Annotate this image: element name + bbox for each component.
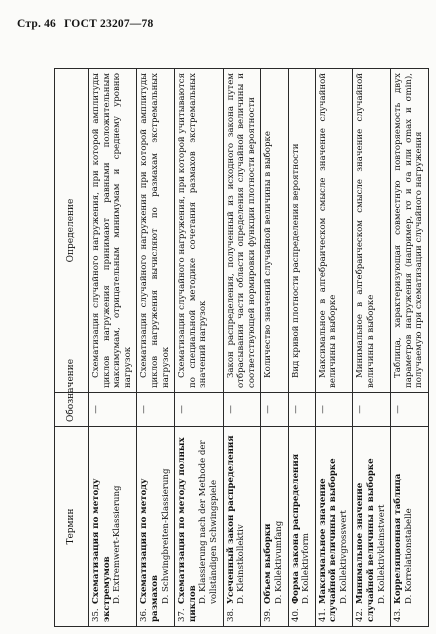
term-russian: Схематизация по методу экстремумов	[91, 478, 112, 622]
column-header-designation: Обозначение	[55, 393, 89, 427]
term-german: D. Kollektivform	[301, 533, 312, 604]
term-number: 36.	[139, 608, 150, 622]
term-number: 35.	[91, 608, 101, 622]
term-german: D. Kollektivgrosswert	[338, 510, 349, 604]
term-cell	[175, 427, 223, 627]
table-row	[288, 69, 315, 627]
term-russian: Объем выборки	[263, 523, 274, 604]
column-header-definition: Определение	[55, 69, 89, 393]
term-russian: Форма закона распределения	[290, 453, 301, 604]
designation-cell: —	[288, 393, 315, 427]
term-number: 39.	[263, 608, 274, 622]
term-number: 42.	[355, 608, 366, 622]
term-cell	[315, 427, 353, 627]
term-number: 37.	[177, 608, 188, 622]
table-row	[261, 69, 288, 627]
term-russian: Усеченный закон распределения	[225, 435, 236, 604]
column-header-term: Термин	[55, 427, 89, 627]
definition-cell: Вид кривой плотности распределения вероятности	[288, 69, 315, 393]
term-cell	[391, 427, 429, 627]
designation-cell: —	[353, 393, 391, 427]
term-german: D. Kleinstkollektiv	[236, 524, 247, 604]
term-russian: Корреляционная таблица	[393, 473, 404, 604]
term-german: D. Klassierung nach der Methode der vollständigen Schwingspiele	[198, 440, 219, 604]
term-cell	[288, 427, 315, 627]
term-number: 38.	[225, 608, 236, 622]
designation-cell: —	[261, 393, 288, 427]
term-number: 43.	[393, 608, 404, 622]
table-row	[223, 69, 261, 627]
term-cell	[89, 427, 137, 627]
term-number: 40.	[290, 608, 301, 622]
term-number: 41.	[317, 608, 328, 622]
table-row	[137, 69, 175, 627]
page-header	[17, 18, 158, 30]
definition-cell: Максимальное в алгебраическом смысле значение случайной величины в выборке	[315, 69, 353, 393]
term-german: D. Schwingbreiten-Klassierung	[160, 468, 171, 604]
table-header-row	[55, 69, 89, 627]
designation-cell: —	[175, 393, 223, 427]
definition-cell: Количество значений случайной величины в выборке	[261, 69, 288, 393]
page-number: Стр. 46	[17, 18, 56, 30]
terms-table	[54, 68, 429, 627]
definition-cell: Схематизация случайного нагружения, при которой амплитуды циклов нагружения принимают равными положительным максимумам, отрицательным минимумам и среднему уровню нагрузок	[89, 69, 137, 393]
definition-cell: Минимальное в алгебраическом смысле значение случайной величины в выборке	[353, 69, 391, 393]
table-row	[175, 69, 223, 627]
term-german: D. Korrelationstabelle	[403, 508, 414, 604]
designation-cell: —	[137, 393, 175, 427]
term-cell	[223, 427, 261, 627]
definition-cell: Схематизация случайного нагружения при которой амплитуды циклов нагружения вычисляют по размахам экстремальных нагрузок	[137, 69, 175, 393]
term-cell	[353, 427, 391, 627]
term-cell	[137, 427, 175, 627]
term-german: D. Extremwert-Klassierung	[112, 485, 123, 604]
designation-cell: —	[89, 393, 137, 427]
table-row	[353, 69, 391, 627]
term-german: D. Kollektivumfang	[273, 520, 284, 604]
term-russian: Схематизация по методу полных циклов	[177, 437, 198, 622]
term-cell	[261, 427, 288, 627]
term-russian: Схематизация по методу размахов	[139, 478, 160, 622]
designation-cell: —	[223, 393, 261, 427]
designation-cell: —	[315, 393, 353, 427]
definition-cell: Схематизация случайного нагружения, при которой учитываются по специальной методике сочетания размахов экстремальных значений нагрузок	[175, 69, 223, 393]
table-row	[89, 69, 137, 627]
term-russian: Максимальное значение случайной величины в выборке	[317, 458, 339, 622]
designation-cell: —	[391, 393, 429, 427]
standard-number: ГОСТ 23207—78	[64, 18, 154, 30]
definition-cell: Закон распределения, полученный из исходного закона путем отбрасывания части области определения случайной величины и соответствующей нормировки функции плотности вероятности	[223, 69, 261, 393]
rotated-table-frame	[54, 69, 425, 627]
term-russian: Минимальное значение случайной величины в выборке	[355, 458, 377, 622]
table-row	[315, 69, 353, 627]
table-row	[391, 69, 429, 627]
term-german: D. Kollektivkleinstwert	[376, 504, 387, 604]
definition-cell: Таблица, характеризующая совместную повторяемость двух параметров нагружения (например, rσ и σa или σmax и σmin), получаемую при схематизации случайного нагружения	[391, 69, 429, 393]
